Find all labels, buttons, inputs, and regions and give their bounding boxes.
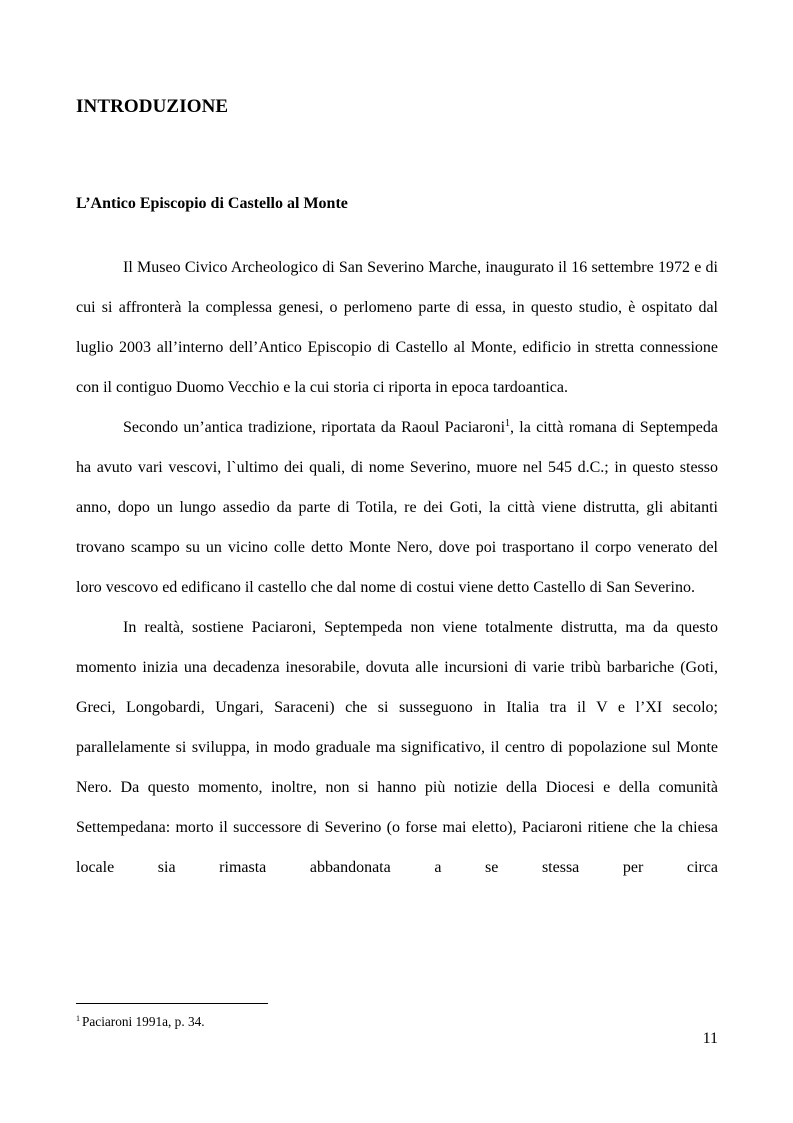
paragraph-decline: In realtà, sostiene Paciaroni, Septempeda non viene totalmente distrutta, ma da questo momento inizia una decadenza inesorabile, dovuta alle incursioni di varie tribù barbariche (Goti, Greci, Longobardi, Ungari, Saraceni) che si susseguono in Italia tra il V e l’XI secolo; parallelamente si sviluppa, in modo graduale ma significativo, il centro di popolazione sul Monte Nero. Da questo momento, inoltre, non si hanno più notizie della Diocesi e della comunità Settempedana: morto il successore di Severino (o forse mai eletto), Paciaroni ritiene che la chiesa locale sia rimasta abbandonata a se stessa per circa [76,619,718,876]
paragraph-museum: Il Museo Civico Archeologico di San Severino Marche, inaugurato il 16 settembre 1972 e di cui si affronterà la complessa genesi, o perlomeno parte di essa, in questo studio, è ospitato dal luglio 2003 all’interno dell’Antico Episcopio di Castello al Monte, edificio in stretta connessione con il contiguo Duomo Vecchio e la cui storia ci riporta in epoca tardoantica. [76,259,718,396]
footnote-separator [76,1003,268,1004]
footnote-text: Paciaroni 1991a, p. 34. [82,1014,205,1029]
paragraph-tradition-text-before: Secondo un’antica tradizione, riportata da Raoul Paciaroni [123,419,506,436]
body-text [76,248,718,888]
footnote-number: 1 [76,1014,80,1023]
footnote [76,1013,205,1031]
page-number: 11 [702,1030,718,1047]
footnote-reference: 1 [505,418,511,429]
section-title: L’Antico Episcopio di Castello al Monte [76,195,348,212]
chapter-title: INTRODUZIONE [76,96,229,117]
paragraph-tradition [76,408,718,608]
paragraph-tradition-text-after: , la città romana di Septempeda ha avuto vari vescovi, l`ultimo dei quali, di nome Severino, muore nel 545 d.C.; in questo stesso anno, dopo un lungo assedio da parte di Totila, re dei Goti, la città viene distrutta, gli abitanti trovano scampo su un vicino colle detto Monte Nero, dove poi trasportano il corpo venerato del loro vescovo ed edificano il castello che dal nome di costui viene detto Castello di San Severino. [76,419,719,596]
